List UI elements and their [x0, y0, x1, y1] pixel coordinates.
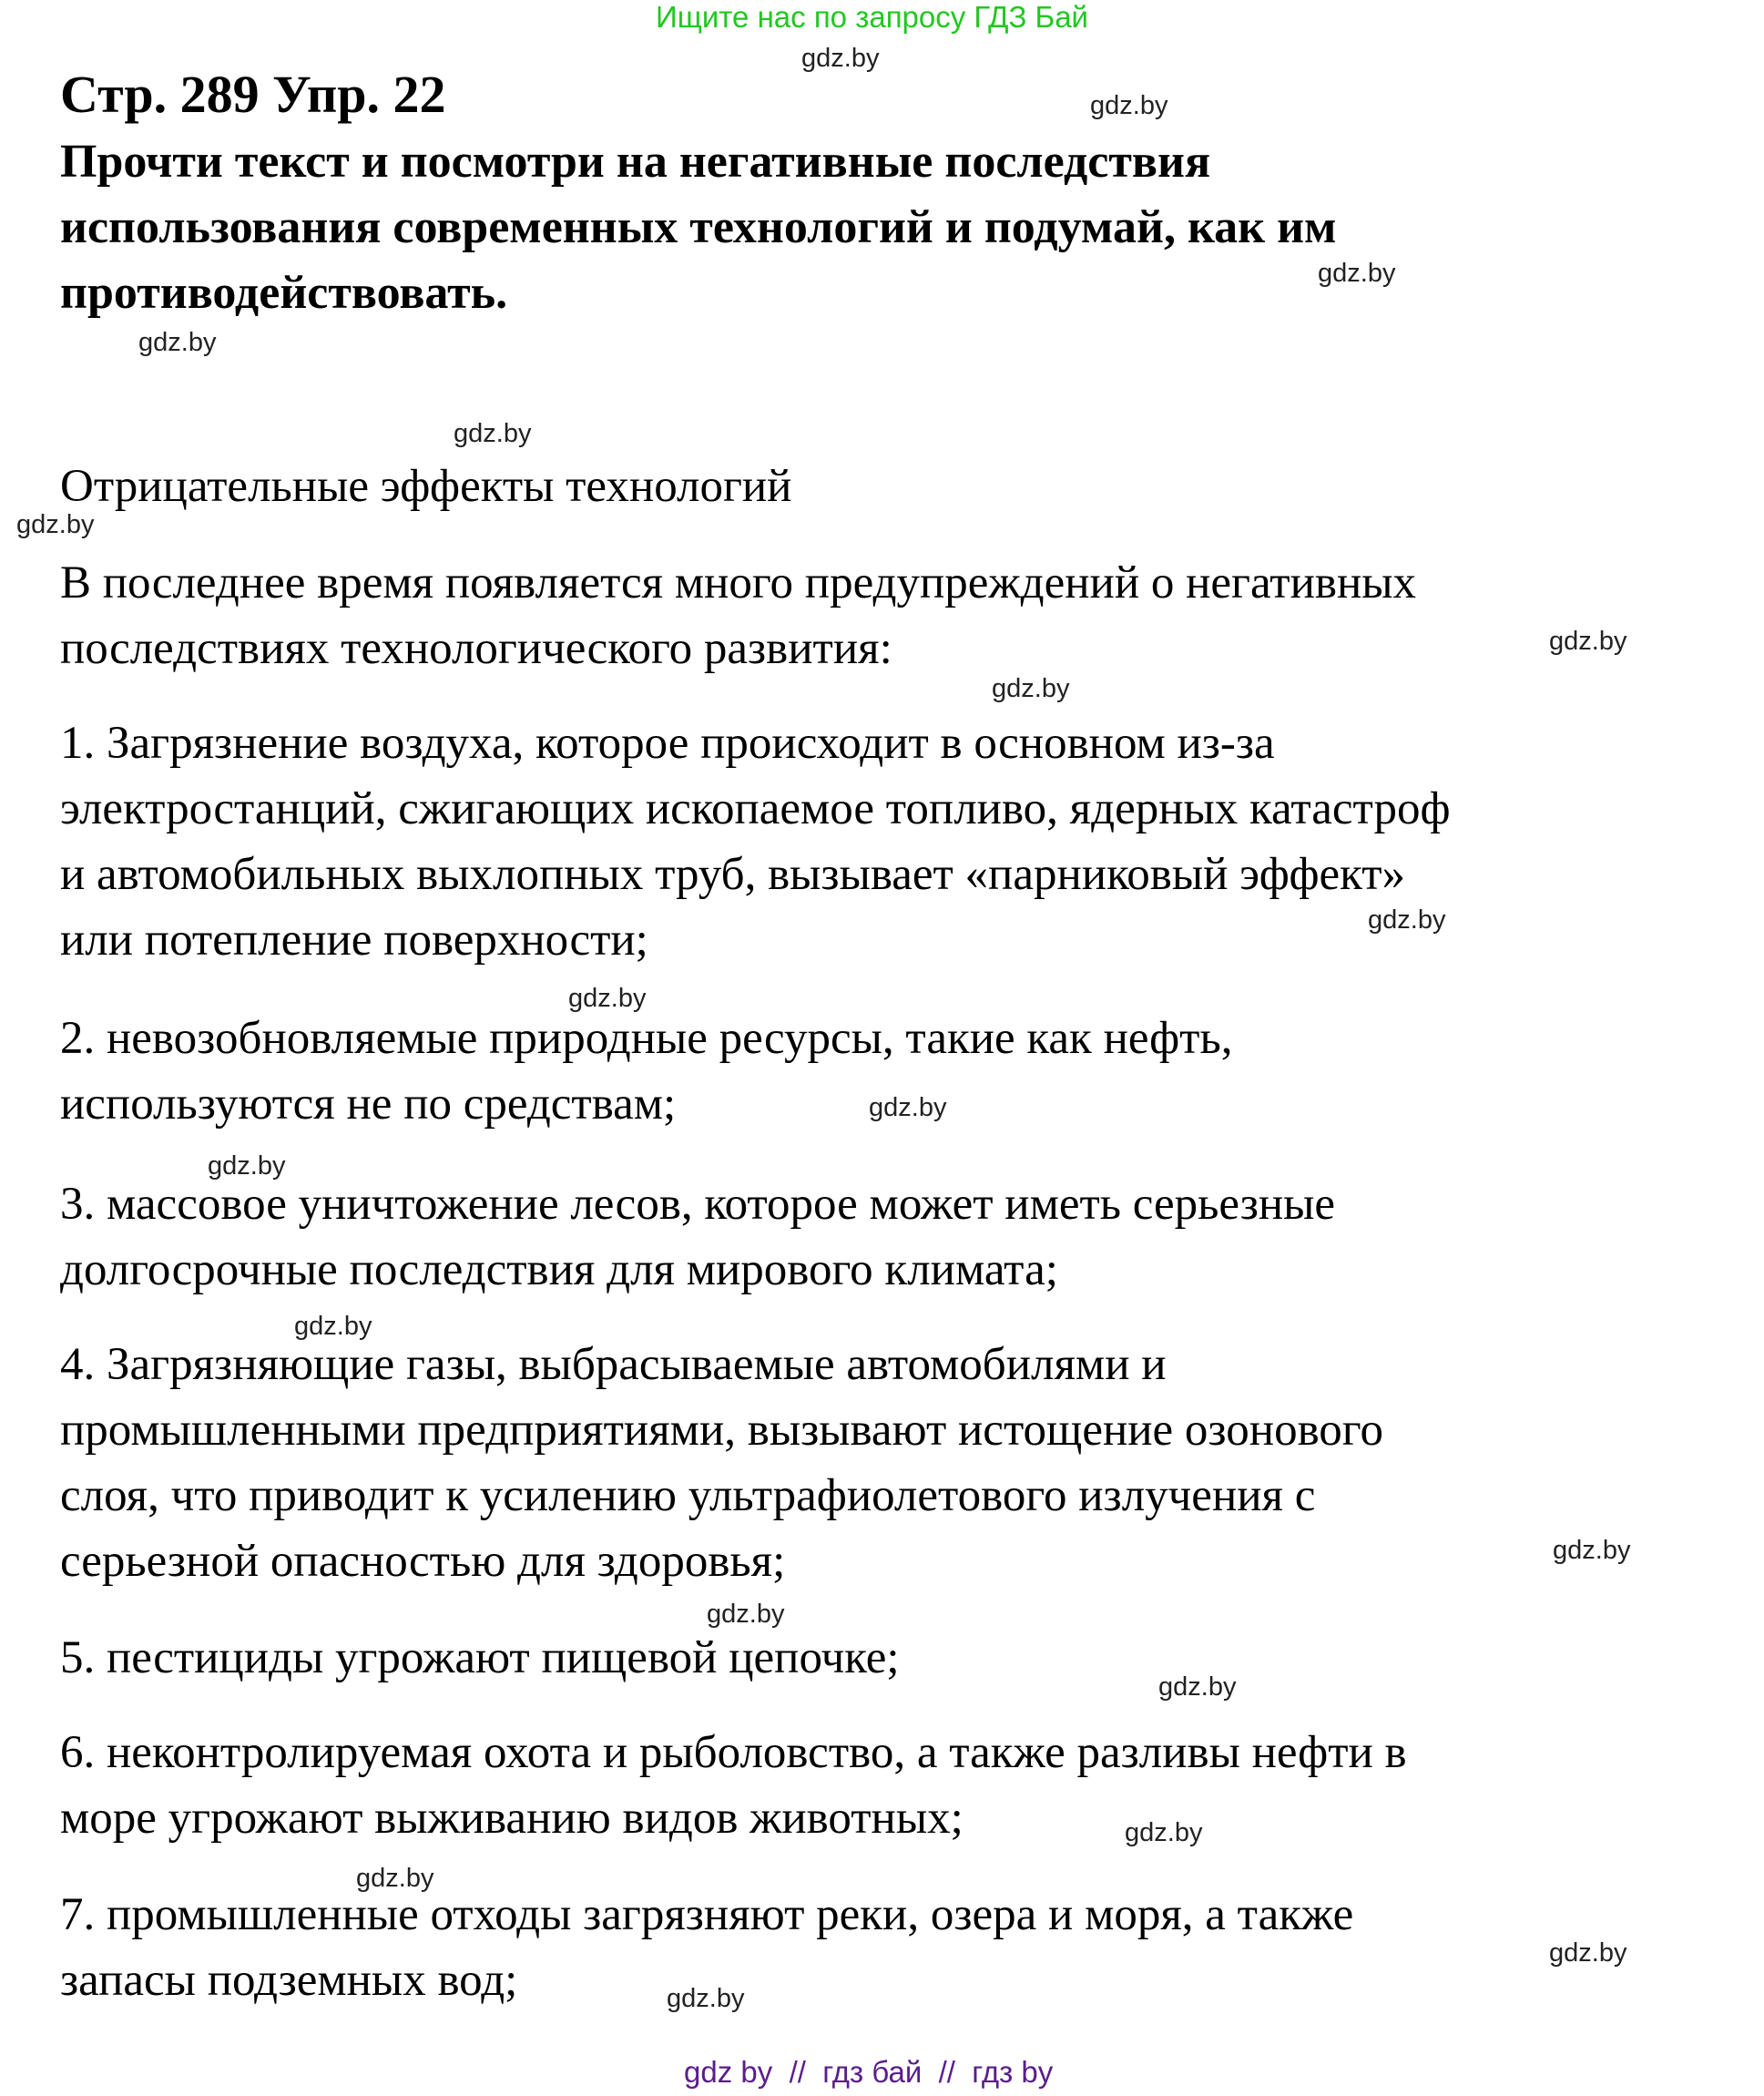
item-3-line-1: 3. массовое уничтожение лесов, которое может иметь серьезные — [60, 1179, 1336, 1230]
task-line-2: использования современных технологий и подумай, как им — [60, 201, 1337, 253]
item-1-line-4: или потепление поверхности; — [60, 915, 648, 966]
watermark: gdz.by — [16, 510, 95, 539]
watermark: gdz.by — [1549, 627, 1627, 656]
watermark: gdz.by — [1158, 1672, 1237, 1702]
item-3-line-2: долгосрочные последствия для мирового климата; — [60, 1244, 1058, 1295]
watermark: gdz.by — [356, 1864, 434, 1893]
intro-line-2: последствиях технологического развития: — [60, 623, 892, 674]
watermark: gdz.by — [1368, 905, 1446, 935]
item-7-line-2: запасы подземных вод; — [60, 1955, 518, 2006]
watermark: gdz.by — [1090, 91, 1168, 120]
item-4-line-4: серьезной опасностью для здоровья; — [60, 1536, 786, 1587]
item-1-line-2: электростанций, сжигающих ископаемое топливо, ядерных катастроф — [60, 783, 1451, 834]
search-banner[interactable]: Ищите нас по запросу ГДЗ Бай — [656, 0, 1088, 34]
watermark: gdz.by — [992, 674, 1070, 703]
watermark: gdz.by — [138, 328, 217, 357]
watermark: gdz.by — [1318, 259, 1396, 288]
task-line-1: Прочти текст и посмотри на негативные последствия — [60, 136, 1211, 188]
item-4-line-3: слоя, что приводит к усилению ультрафиолетового излучения с — [60, 1470, 1316, 1521]
watermark: gdz.by — [1125, 1818, 1203, 1847]
section-heading: Отрицательные эффекты технологий — [60, 461, 792, 512]
watermark: gdz.by — [208, 1151, 286, 1181]
item-6-line-1: 6. неконтролируемая охота и рыболовство, а также разливы нефти в — [60, 1727, 1407, 1778]
page-title: Стр. 289 Упр. 22 — [60, 65, 446, 124]
item-2-line-1: 2. невозобновляемые природные ресурсы, такие как нефть, — [60, 1013, 1233, 1064]
watermark: gdz.by — [707, 1600, 785, 1629]
watermark: gdz.by — [294, 1312, 372, 1341]
item-4-line-1: 4. Загрязняющие газы, выбрасываемые автомобилями и — [60, 1339, 1167, 1390]
item-5-line-1: 5. пестициды угрожают пищевой цепочке; — [60, 1632, 900, 1683]
watermark: gdz.by — [667, 1984, 745, 2013]
item-2-line-2: используются не по средствам; — [60, 1079, 677, 1130]
intro-line-1: В последнее время появляется много предупреждений о негативных — [60, 557, 1417, 608]
footer-links[interactable]: gdz by // гдз бай // гдз by — [684, 2055, 1054, 2089]
watermark: gdz.by — [454, 419, 532, 448]
item-7-line-1: 7. промышленные отходы загрязняют реки, озера и моря, а также — [60, 1889, 1354, 1940]
watermark: gdz.by — [869, 1093, 947, 1122]
item-1-line-3: и автомобильных выхлопных труб, вызывает «парниковый эффект» — [60, 849, 1406, 900]
task-line-3: противодействовать. — [60, 267, 508, 319]
watermark: gdz.by — [801, 44, 880, 73]
item-1-line-1: 1. Загрязнение воздуха, которое происходит в основном из-за — [60, 718, 1275, 769]
item-6-line-2: море угрожают выживанию видов животных; — [60, 1793, 964, 1844]
watermark: gdz.by — [1553, 1536, 1631, 1565]
watermark: gdz.by — [568, 984, 647, 1013]
watermark: gdz.by — [1549, 1938, 1627, 1968]
item-4-line-2: промышленными предприятиями, вызывают истощение озонового — [60, 1405, 1383, 1456]
